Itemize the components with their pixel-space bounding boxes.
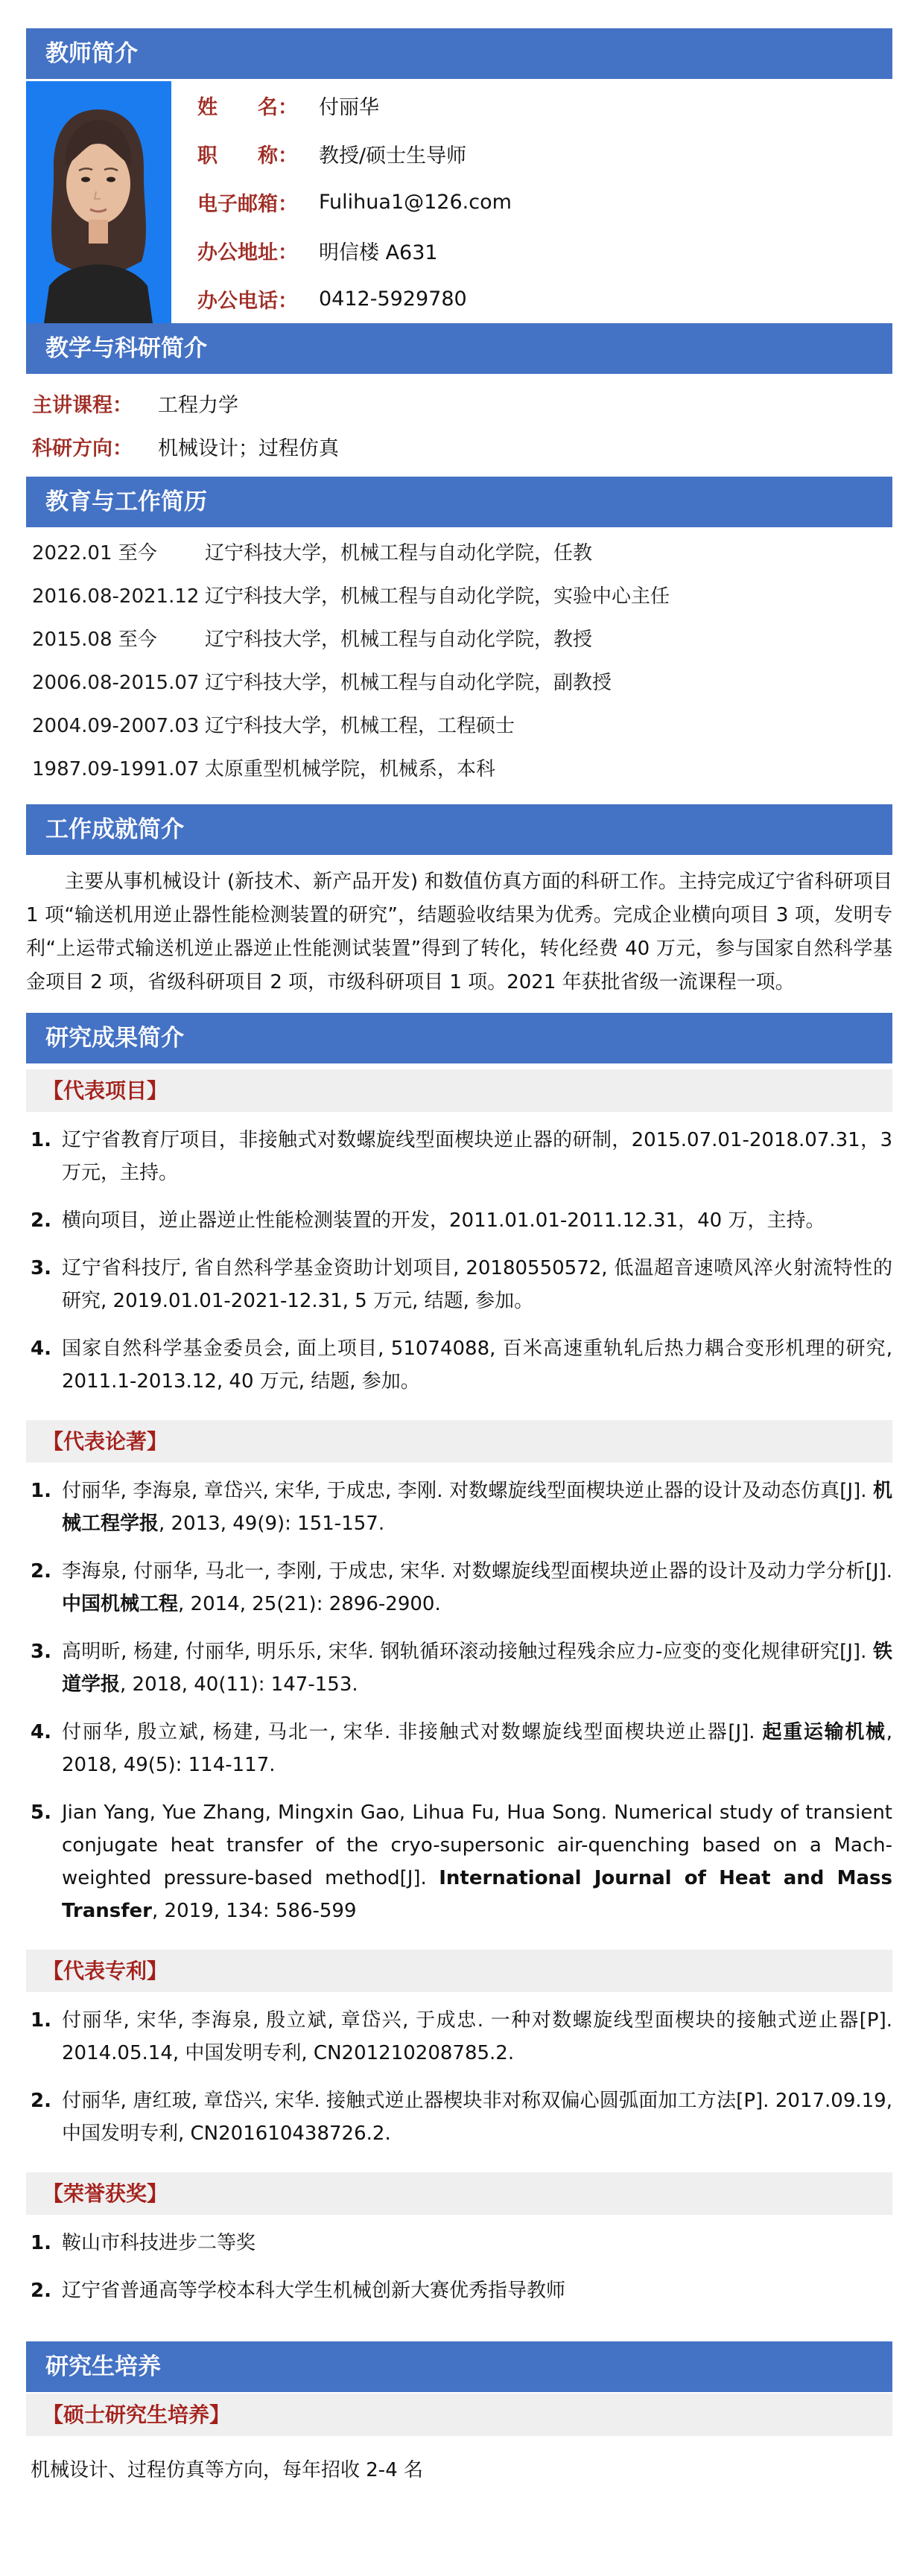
career-period: 1987.09-1991.07 (32, 758, 200, 780)
subsection-publications-title: 【代表论著】 (26, 1420, 892, 1463)
profile-field-label: 职 称： (197, 144, 298, 168)
honor-item: 鞍山市科技进步二等奖 (62, 2232, 256, 2254)
publication-text: 付丽华, 李海泉, 章岱兴, 宋华, 于成忠, 李刚. 对数螺旋线型面楔块逆止器的设计及动态仿真[J]. (62, 1480, 873, 1502)
career-period: 2016.08-2021.12 (32, 585, 200, 608)
project-item: 国家自然科学基金委员会, 面上项目, 51074088, 百米高速重轨轧后热力耦合变形机理的研究, 2011.1-2013.12, 40 万元, 结题, 参加。 (62, 1338, 892, 1393)
patent-item: 付丽华, 唐红玻, 章岱兴, 宋华. 接触式逆止器楔块非对称双偏心圆弧面加工方法[P]. 2017.09.19, 中国发明专利, CN201610438726.2. (62, 2090, 892, 2145)
section-title: 教师简介 (45, 40, 138, 67)
publication-item (31, 1796, 892, 1927)
career-period: 2006.08-2015.07 (32, 672, 200, 694)
subsection-master-training-title: 【硕士研究生培养】 (26, 2394, 892, 2436)
career-entry (32, 629, 892, 652)
section-title: 教育与工作简历 (45, 489, 207, 515)
section-title: 研究成果简介 (45, 1025, 184, 1052)
teaching-fields (26, 374, 892, 477)
patent-item: 付丽华, 宋华, 李海泉, 殷立斌, 章岱兴, 于成忠. 一种对数螺旋线型面楔块的接触式逆止器[P]. 2014.05.14, 中国发明专利, CN201210208785.2. (62, 2009, 892, 2064)
publication-text: Jian Yang, Yue Zhang, Mingxin Gao, Lihua Fu, Hua Song. Numerical study of transient conjugate heat transfer of the cryo-supersonic air-quenching based on a Mach-weighted pressure-based method[J]. (62, 1801, 892, 1889)
journal-name: 起重运输机械 (762, 1721, 886, 1743)
honor-item: 辽宁省普通高等学校本科大学生机械创新大赛优秀指导教师 (62, 2280, 566, 2302)
publication-item (31, 1475, 892, 1540)
career-period: 2004.09-2007.03 (32, 715, 200, 737)
publication-item (31, 1716, 892, 1781)
career-detail: 辽宁科技大学，机械工程与自动化学院，任教 (205, 542, 593, 565)
journal-name: 机械工程学报 (62, 1480, 892, 1535)
journal-name: 铁道学报 (62, 1641, 892, 1696)
profile-field-value: 明信楼 A631 (319, 241, 438, 264)
career-entry (32, 758, 892, 781)
section-banner-achievements (26, 804, 892, 855)
profile-field-value: 0412-5929780 (319, 287, 467, 311)
subsection-honors-title: 【荣誉获奖】 (26, 2172, 892, 2215)
career-entry (32, 585, 892, 608)
publications-list (26, 1463, 892, 1944)
career-detail: 辽宁科技大学，机械工程与自动化学院，实验中心主任 (205, 585, 670, 608)
publication-text: , 2019, 134: 586-599 (152, 1900, 357, 1922)
journal-name: 中国机械工程 (62, 1593, 179, 1615)
career-detail: 辽宁科技大学，机械工程与自动化学院，副教授 (205, 672, 612, 694)
teaching-field-label: 主讲课程： (32, 393, 133, 417)
honors-list (26, 2215, 892, 2324)
publication-text: , 2018, 49(5): 114-117. (62, 1721, 892, 1776)
publication-item (31, 1555, 892, 1621)
section-title: 研究生培养 (45, 2353, 161, 2380)
profile-field-value: 教授/硕士生导师 (319, 144, 467, 168)
teaching-field-label: 科研方向： (32, 436, 133, 460)
career-list (26, 527, 892, 804)
career-entry (32, 542, 892, 565)
career-period: 2015.08 至今 (32, 629, 157, 651)
teaching-field-value: 机械设计；过程仿真 (158, 436, 339, 460)
publication-text: , 2014, 25(21): 2896-2900. (178, 1593, 441, 1615)
section-banner-graduate (26, 2341, 892, 2392)
publication-item (31, 1635, 892, 1701)
section-banner-teacher-intro (26, 28, 892, 79)
profile-fields (171, 81, 892, 323)
teaching-field-value: 工程力学 (158, 393, 238, 417)
profile-field-row (197, 130, 892, 178)
profile-field-row (197, 178, 892, 226)
section-title: 教学与科研简介 (45, 335, 207, 362)
profile-photo (26, 81, 171, 323)
profile-field-row (197, 226, 892, 275)
publication-text: 高明昕, 杨建, 付丽华, 明乐乐, 宋华. 钢轨循环滚动接触过程残余应力-应变的变化规律研究[J]. (62, 1641, 873, 1663)
patents-list (26, 1992, 892, 2166)
project-item: 横向项目，逆止器逆止性能检测装置的开发，2011.01.01-2011.12.31，40 万，主持。 (62, 1209, 825, 1232)
project-item: 辽宁省教育厅项目，非接触式对数螺旋线型面楔块逆止器的研制，2015.07.01-2018.07.31，3 万元，主持。 (62, 1129, 892, 1184)
section-banner-teaching (26, 323, 892, 374)
profile-block (26, 81, 892, 323)
career-entry (32, 672, 892, 695)
publication-text: , 2013, 49(9): 151-157. (159, 1513, 385, 1535)
publication-text: 付丽华, 殷立斌, 杨建, 马北一, 宋华. 非接触式对数螺旋线型面楔块逆止器[J]. (62, 1721, 763, 1743)
graduate-recruit-text: 机械设计、过程仿真等方向，每年招收 2-4 名 (31, 2459, 423, 2481)
profile-field-label: 办公地址： (197, 241, 298, 264)
section-title: 工作成就简介 (45, 816, 184, 843)
project-item: 辽宁省科技厅, 省自然科学基金资助计划项目, 20180550572, 低温超音速喷风淬火射流特性的研究, 2019.01.01-2021-12.31, 5 万元, 结题, 参加。 (62, 1257, 892, 1312)
teaching-field-row (32, 424, 892, 468)
subsection-projects-title: 【代表项目】 (26, 1069, 892, 1112)
projects-list (26, 1112, 892, 1414)
profile-field-value: 付丽华 (319, 96, 379, 119)
section-banner-career (26, 477, 892, 527)
profile-field-row (197, 275, 892, 323)
career-detail: 太原重型机械学院，机械系，本科 (205, 758, 496, 780)
portrait-illustration (26, 81, 171, 323)
profile-field-label: 姓 名： (197, 96, 298, 119)
publication-text: , 2018, 40(11): 147-153. (120, 1673, 358, 1696)
profile-field-row (197, 81, 892, 130)
publication-text: 李海泉, 付丽华, 马北一, 李刚, 于成忠, 宋华. 对数螺旋线型面楔块逆止器的设计及动力学分析[J]. (62, 1560, 892, 1583)
career-detail: 辽宁科技大学，机械工程与自动化学院，教授 (205, 629, 593, 651)
subsection-patents-title: 【代表专利】 (26, 1950, 892, 1992)
career-period: 2022.01 至今 (32, 542, 157, 565)
achievements-paragraph: 主要从事机械设计 (新技术、新产品开发) 和数值仿真方面的科研工作。主持完成辽宁省科研项目 1 项“输送机用逆止器性能检测装置的研究”，结题验收结果为优秀。完成企业横向项目 3 项，发明专利“上运带式输送机逆止器逆止性能测试装置”得到了转化，转化经费 40 万元，参与国家自然科学基金项目 2 项，省级科研项目 2 项，市级科研项目 1 项。2021 年获批省级一流课程一项。 (26, 871, 892, 993)
profile-field-value: Fulihua1@126.com (319, 191, 512, 214)
profile-field-label: 电子邮箱： (197, 193, 298, 216)
section-banner-research (26, 1013, 892, 1063)
career-entry (32, 715, 892, 738)
career-detail: 辽宁科技大学，机械工程，工程硕士 (205, 715, 515, 737)
journal-name: International Journal of Heat and Mass Transfer (62, 1867, 892, 1922)
teaching-field-row (32, 381, 892, 424)
profile-field-label: 办公电话： (197, 290, 298, 313)
